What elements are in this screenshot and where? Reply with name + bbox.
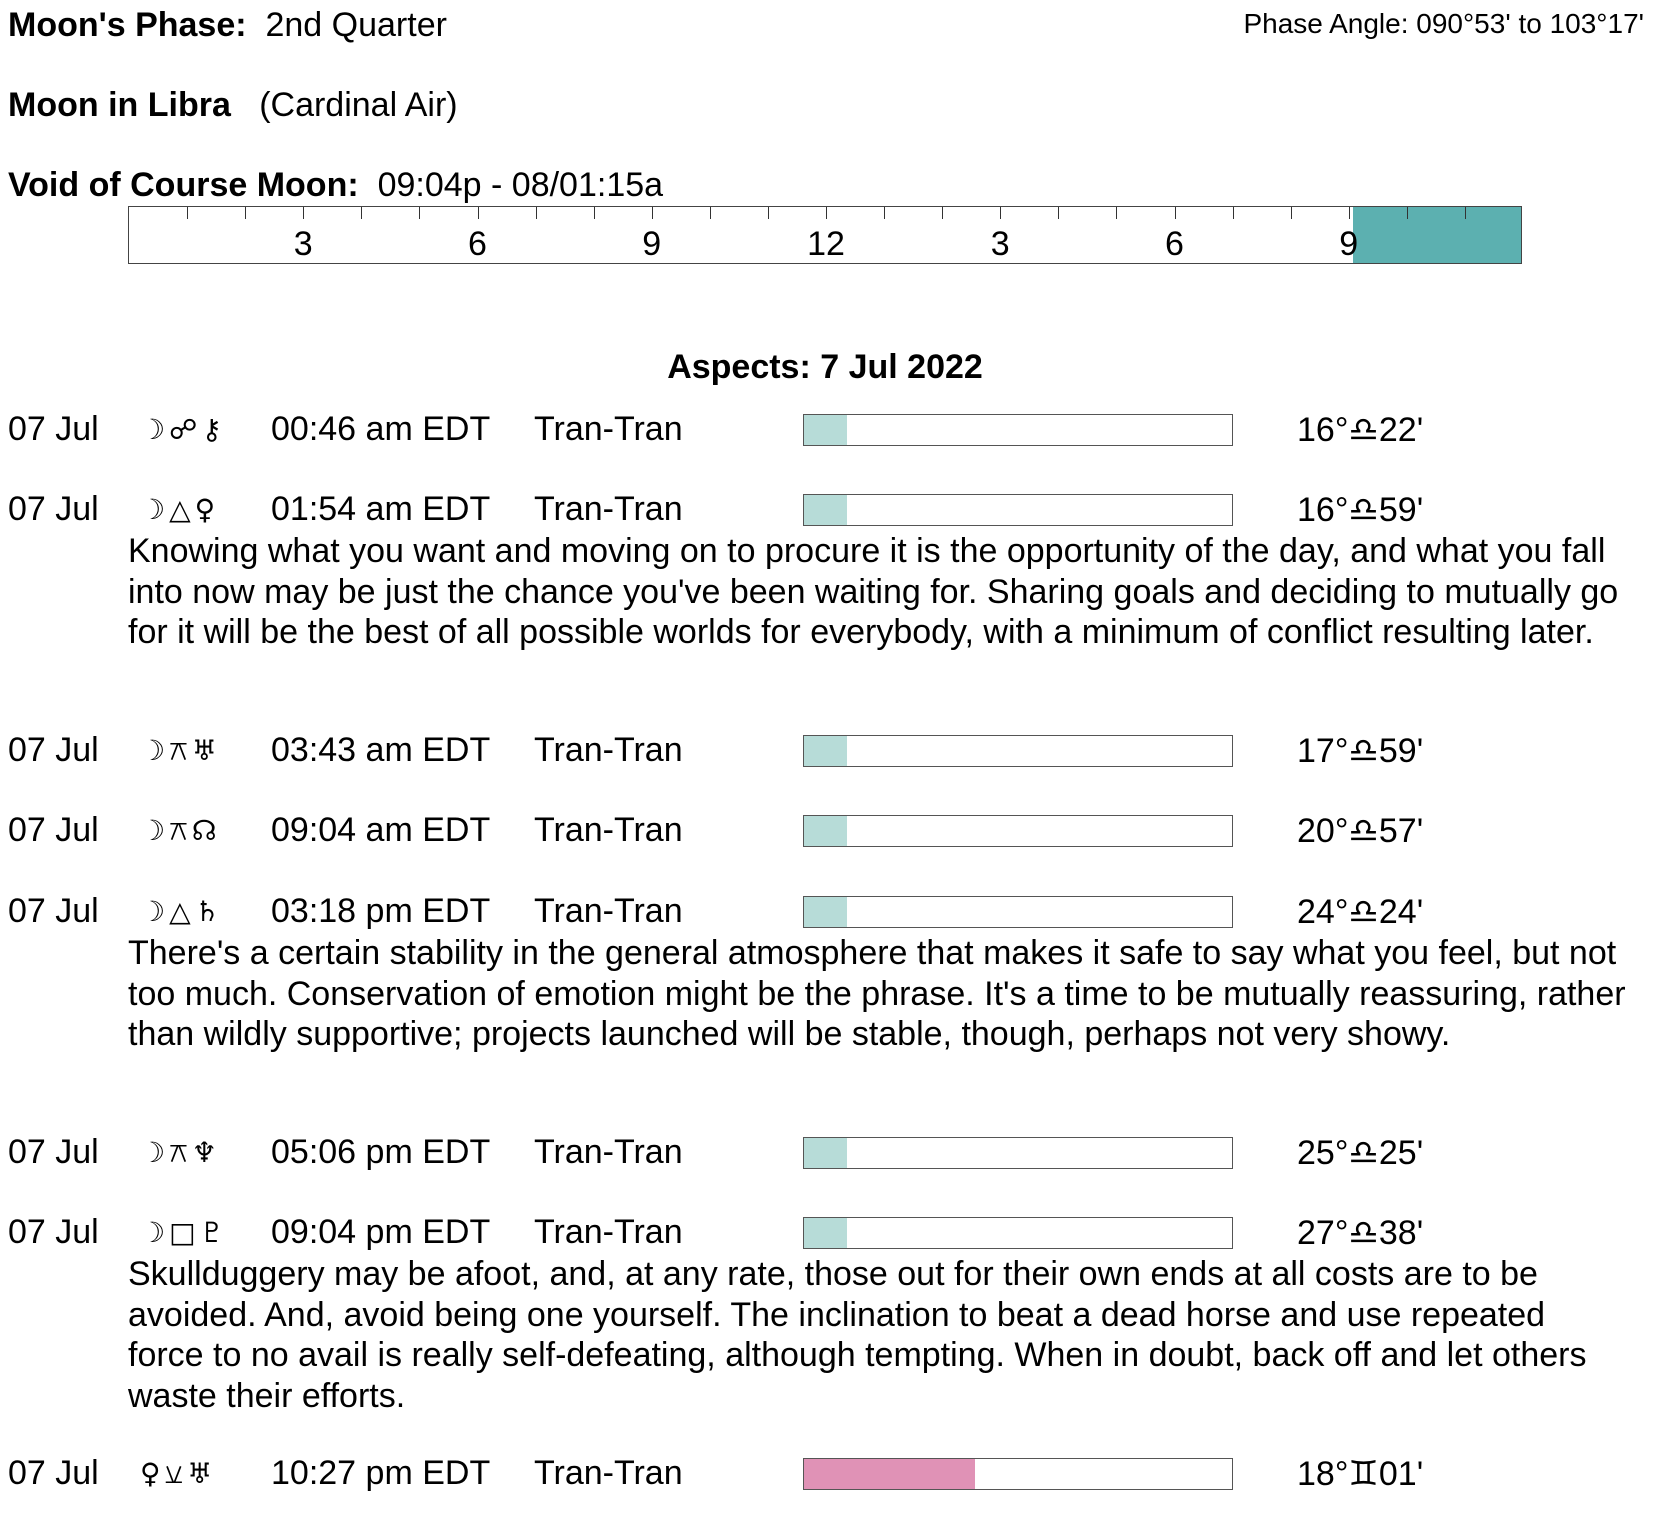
aspect-type: Tran-Tran — [534, 410, 683, 448]
aspect-date: 07 Jul — [8, 490, 99, 528]
aspect-position: 24°♎24' — [1297, 893, 1424, 931]
phase-angle: Phase Angle: 090°53' to 103°17' — [1243, 8, 1644, 39]
timeline-tick — [768, 207, 769, 219]
aspect-strength-fill — [804, 1138, 847, 1168]
aspect-strength-fill — [804, 1218, 847, 1248]
moon-phase-label: Moon's Phase: — [8, 6, 247, 44]
timeline-tick — [652, 207, 653, 219]
aspect-strength-bar — [803, 1137, 1233, 1169]
timeline-tick — [419, 207, 420, 219]
aspect-time: 09:04 pm EDT — [271, 1213, 491, 1251]
aspect-position: 17°♎59' — [1297, 732, 1424, 770]
aspect-time: 03:18 pm EDT — [271, 892, 491, 930]
aspect-row — [0, 490, 1662, 530]
aspect-strength-bar — [803, 414, 1233, 446]
aspect-row — [0, 731, 1662, 771]
aspect-date: 07 Jul — [8, 410, 99, 448]
void-of-course-bar — [1353, 207, 1521, 263]
timeline-tick — [594, 207, 595, 219]
aspect-strength-bar — [803, 815, 1233, 847]
aspect-interpretation: There's a certain stability in the general atmosphere that makes it safe to say what you feel, but not too much. Conservation of emotion might be the phrase. It's a time to be mutually reassuring, rather than wildly supportive; projects launched will be stable, though, perhaps not very showy. — [128, 934, 1626, 1053]
aspect-time: 09:04 am EDT — [271, 811, 491, 849]
aspect-strength-fill — [804, 736, 847, 766]
aspect-type: Tran-Tran — [534, 811, 683, 849]
aspect-position: 20°♎57' — [1297, 812, 1424, 850]
void-of-course-timeline — [128, 206, 1522, 264]
moon-phase-line — [8, 6, 447, 45]
moon-sign-label: Moon in Libra — [8, 86, 231, 124]
aspect-glyphs: ☽⚻♆ — [140, 1136, 221, 1169]
timeline-hour-label: 3 — [990, 225, 1010, 263]
aspect-time: 01:54 am EDT — [271, 490, 491, 528]
aspect-time: 10:27 pm EDT — [271, 1454, 491, 1492]
timeline-tick — [826, 207, 827, 219]
aspect-type: Tran-Tran — [534, 1213, 683, 1251]
aspect-glyphs: ☽△♀ — [140, 493, 220, 526]
aspect-time: 00:46 am EDT — [271, 410, 491, 448]
timeline-hour-label: 12 — [807, 225, 845, 263]
aspect-row — [0, 1454, 1662, 1494]
aspect-row — [0, 811, 1662, 851]
aspect-row — [0, 892, 1662, 932]
aspect-glyphs: ☽□♇ — [140, 1216, 229, 1249]
timeline-tick — [536, 207, 537, 219]
moon-sign-element: (Cardinal Air) — [259, 86, 458, 124]
aspect-date: 07 Jul — [8, 1133, 99, 1171]
timeline-tick — [1291, 207, 1292, 219]
aspect-glyphs: ☽⚻♅ — [140, 734, 221, 767]
aspect-strength-fill — [804, 897, 847, 927]
moon-phase-value: 2nd Quarter — [265, 6, 447, 44]
timeline-hour-label: 6 — [468, 225, 487, 263]
timeline-tick — [1233, 207, 1234, 219]
timeline-tick — [884, 207, 885, 219]
timeline-tick — [303, 207, 304, 219]
aspect-interpretation: Knowing what you want and moving on to procure it is the opportunity of the day, and what you fall into now may be just the chance you've been waiting for. Sharing goals and deciding to mutually go for it will be the best of all possible worlds for everybody, with a minimum of conflict resulting later. — [128, 532, 1619, 651]
void-of-course-value: 09:04p - 08/01:15a — [377, 166, 664, 204]
timeline-hour-label: 9 — [1339, 225, 1359, 263]
aspect-strength-bar — [803, 735, 1233, 767]
timeline-tick — [245, 207, 246, 219]
aspect-strength-bar — [803, 896, 1233, 928]
aspect-glyphs: ♀⚺♅ — [140, 1457, 217, 1490]
aspect-row — [0, 410, 1662, 450]
aspect-position: 16°♎22' — [1297, 411, 1424, 449]
void-of-course-label: Void of Course Moon: — [8, 166, 359, 204]
aspect-position: 27°♎38' — [1297, 1214, 1424, 1252]
timeline-tick — [187, 207, 188, 219]
timeline-tick — [1058, 207, 1059, 219]
timeline-tick — [1000, 207, 1001, 219]
timeline-hour-label: 6 — [1165, 225, 1184, 263]
aspect-type: Tran-Tran — [534, 731, 683, 769]
aspects-title: Aspects: 7 Jul 2022 — [667, 348, 983, 386]
aspect-strength-bar — [803, 1458, 1233, 1490]
aspect-position: 25°♎25' — [1297, 1134, 1424, 1172]
aspect-date: 07 Jul — [8, 731, 99, 769]
aspect-date: 07 Jul — [8, 892, 99, 930]
aspect-date: 07 Jul — [8, 1454, 99, 1492]
aspect-glyphs: ☽☍⚷ — [140, 413, 226, 446]
aspect-glyphs: ☽△♄ — [140, 895, 224, 928]
aspect-type: Tran-Tran — [534, 892, 683, 930]
timeline-tick — [1465, 207, 1466, 219]
aspect-type: Tran-Tran — [534, 490, 683, 528]
timeline-hour-label: 3 — [293, 225, 313, 263]
aspect-interpretation: Skullduggery may be afoot, and, at any rate, those out for their own ends at all costs are to be avoided. And, avoid being one yourself. The inclination to beat a dead horse and use repeated force to no avail is really self-defeating, although tempting. When in doubt, back off and let others waste their efforts. — [128, 1255, 1587, 1415]
aspect-date: 07 Jul — [8, 1213, 99, 1251]
timeline-tick — [478, 207, 479, 219]
aspect-row — [0, 1133, 1662, 1173]
aspect-position: 18°♊01' — [1297, 1455, 1424, 1493]
aspect-date: 07 Jul — [8, 811, 99, 849]
aspect-strength-fill — [804, 1459, 975, 1489]
aspect-position: 16°♎59' — [1297, 491, 1424, 529]
timeline-hour-label: 9 — [642, 225, 662, 263]
aspect-glyphs: ☽⚻☊ — [140, 814, 221, 847]
aspect-time: 05:06 pm EDT — [271, 1133, 491, 1171]
aspect-time: 03:43 am EDT — [271, 731, 491, 769]
timeline-tick — [1116, 207, 1117, 219]
timeline-tick — [1407, 207, 1408, 219]
aspect-type: Tran-Tran — [534, 1133, 683, 1171]
timeline-tick — [361, 207, 362, 219]
moon-sign-line — [8, 86, 458, 125]
aspect-type: Tran-Tran — [534, 1454, 683, 1492]
aspect-strength-bar — [803, 1217, 1233, 1249]
timeline-tick — [942, 207, 943, 219]
timeline-tick — [1349, 207, 1350, 219]
aspect-strength-fill — [804, 415, 847, 445]
aspect-row — [0, 1213, 1662, 1253]
void-of-course-line — [8, 166, 663, 205]
timeline-tick — [710, 207, 711, 219]
aspect-strength-bar — [803, 494, 1233, 526]
aspect-strength-fill — [804, 816, 847, 846]
timeline-tick — [1175, 207, 1176, 219]
aspect-strength-fill — [804, 495, 847, 525]
